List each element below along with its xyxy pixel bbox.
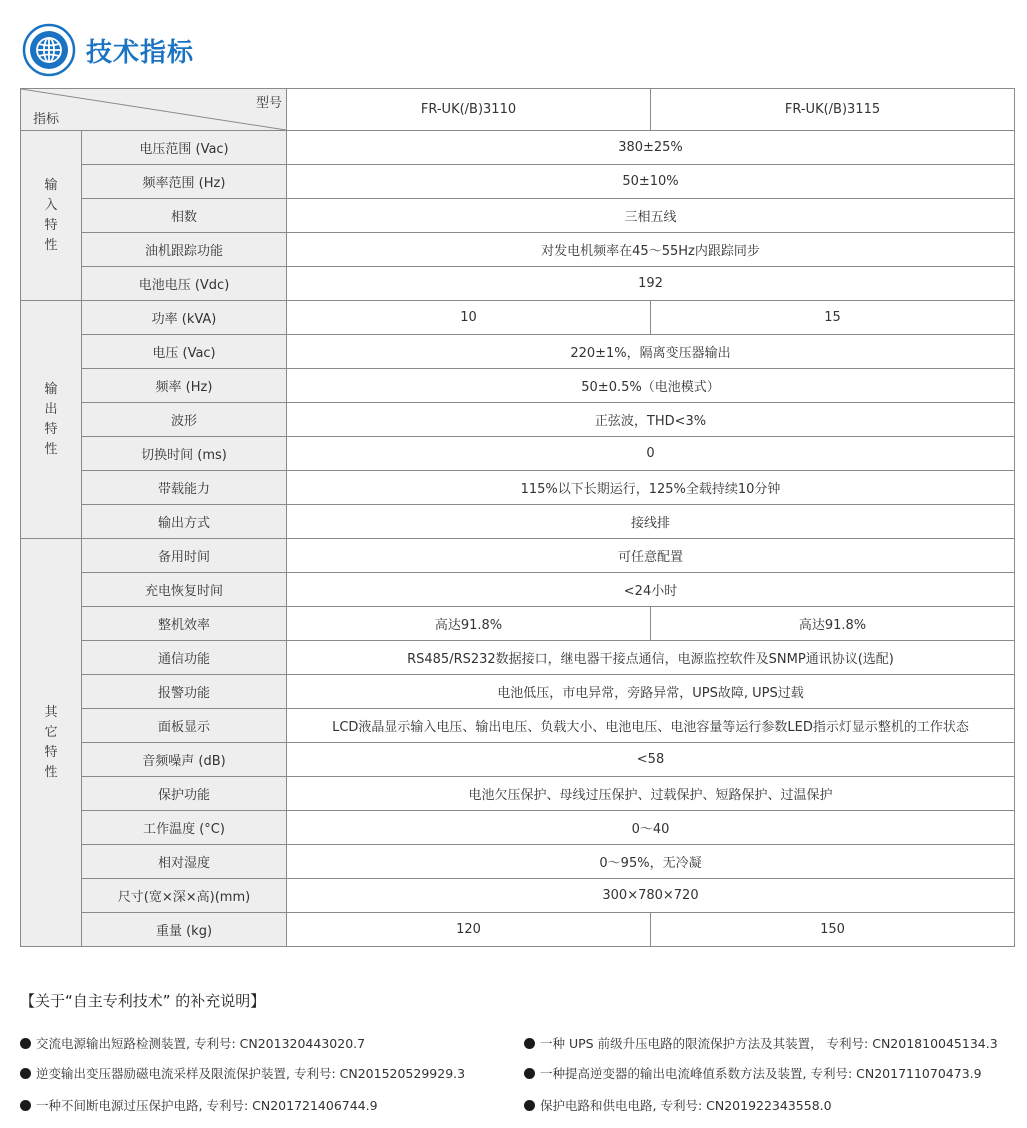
- row-label: 相数: [82, 199, 287, 233]
- row-label: 电压范围 (Vac): [82, 131, 287, 165]
- model-header-2: FR-UK(/B)3115: [651, 89, 1015, 131]
- row-label: 波形: [82, 403, 287, 437]
- row-value: 可任意配置: [287, 539, 1015, 573]
- section-header: [22, 22, 194, 78]
- model-header-1: FR-UK(/B)3110: [287, 89, 651, 131]
- row-value: 接线排: [287, 505, 1015, 539]
- row-value: 192: [287, 267, 1015, 301]
- row-value: 220±1%，隔离变压器输出: [287, 335, 1015, 369]
- row-value: 正弦波，THD<3%: [287, 403, 1015, 437]
- bullet-dot-icon: [524, 1038, 535, 1049]
- row-value-model-1: 10: [287, 301, 651, 335]
- table-row: [21, 131, 1015, 165]
- row-label: 频率 (Hz): [82, 369, 287, 403]
- row-value-model-1: 高达91.8%: [287, 607, 651, 641]
- row-label: 重量 (kg): [82, 913, 287, 947]
- row-label: 电压 (Vac): [82, 335, 287, 369]
- row-label: 充电恢复时间: [82, 573, 287, 607]
- row-value-model-2: 高达91.8%: [651, 607, 1015, 641]
- row-label: 音频噪声 (dB): [82, 743, 287, 777]
- table-row: [21, 913, 1015, 947]
- row-label: 报警功能: [82, 675, 287, 709]
- table-row: [21, 539, 1015, 573]
- table-row: [21, 777, 1015, 811]
- table-row: [21, 879, 1015, 913]
- row-value: 三相五线: [287, 199, 1015, 233]
- table-row: [21, 471, 1015, 505]
- group-label-cell: [21, 301, 82, 539]
- row-label: 功率 (kVA): [82, 301, 287, 335]
- row-label: 尺寸(宽×深×高)(mm): [82, 879, 287, 913]
- row-value: 50±10%: [287, 165, 1015, 199]
- bullet-dot-icon: [20, 1068, 31, 1079]
- bullet-dot-icon: [524, 1100, 535, 1111]
- row-value: 对发电机频率在45～55Hz内跟踪同步: [287, 233, 1015, 267]
- bullet-dot-icon: [524, 1068, 535, 1079]
- patent-item: [20, 1096, 378, 1114]
- row-label: 工作温度 (°C): [82, 811, 287, 845]
- patent-text: 一种不间断电源过压保护电路, 专利号: CN201721406744.9: [36, 1098, 378, 1113]
- row-value: <58: [287, 743, 1015, 777]
- row-value-model-1: 120: [287, 913, 651, 947]
- globe-icon: [22, 23, 76, 77]
- table-row: [21, 335, 1015, 369]
- table-row: [21, 403, 1015, 437]
- table-row: [21, 267, 1015, 301]
- row-label: 整机效率: [82, 607, 287, 641]
- table-row: [21, 233, 1015, 267]
- bullet-dot-icon: [20, 1038, 31, 1049]
- row-label: 通信功能: [82, 641, 287, 675]
- row-value: RS485/RS232数据接口，继电器干接点通信，电源监控软件及SNMP通讯协议(选配): [287, 641, 1015, 675]
- patent-text: 保护电路和供电电路, 专利号: CN201922343558.0: [540, 1098, 832, 1113]
- table-row: [21, 369, 1015, 403]
- patent-text: 交流电源输出短路检测装置, 专利号: CN201320443020.7: [36, 1036, 366, 1051]
- row-value: 115%以下长期运行，125%全载持续10分钟: [287, 471, 1015, 505]
- row-value: <24小时: [287, 573, 1015, 607]
- row-value: 0～95%，无冷凝: [287, 845, 1015, 879]
- row-label: 油机跟踪功能: [82, 233, 287, 267]
- group-label-cell: [21, 131, 82, 301]
- patent-text: 一种 UPS 前级升压电路的限流保护方法及其装置， 专利号: CN201810045134.3: [540, 1036, 998, 1051]
- group-label: 其它特性: [44, 704, 58, 780]
- row-value: 0～40: [287, 811, 1015, 845]
- row-label: 切换时间 (ms): [82, 437, 287, 471]
- row-value: 电池低压，市电异常，旁路异常，UPS故障, UPS过载: [287, 675, 1015, 709]
- row-label: 备用时间: [82, 539, 287, 573]
- table-row: [21, 165, 1015, 199]
- table-header-row: [21, 89, 1015, 131]
- patent-item: [524, 1034, 998, 1052]
- supplement-title: 【关于“自主专利技术” 的补充说明】: [20, 992, 266, 1010]
- patent-text: 一种提高逆变器的输出电流峰值系数方法及装置, 专利号: CN201711070473.9: [540, 1066, 982, 1081]
- table-row: [21, 675, 1015, 709]
- header-corner-cell: [21, 89, 287, 131]
- row-label: 相对湿度: [82, 845, 287, 879]
- table-row: [21, 845, 1015, 879]
- patent-item: [20, 1064, 465, 1082]
- patent-text: 逆变输出变压器励磁电流采样及限流保护装置, 专利号: CN201520529929.3: [36, 1066, 466, 1081]
- row-label: 输出方式: [82, 505, 287, 539]
- row-value-model-2: 15: [651, 301, 1015, 335]
- patent-item: [524, 1064, 982, 1082]
- table-row: [21, 505, 1015, 539]
- table-row: [21, 811, 1015, 845]
- spec-table: [20, 88, 1015, 947]
- patent-item: [524, 1096, 832, 1114]
- table-row: [21, 709, 1015, 743]
- table-row: [21, 607, 1015, 641]
- table-row: [21, 301, 1015, 335]
- row-label: 电池电压 (Vdc): [82, 267, 287, 301]
- row-value: 电池欠压保护、母线过压保护、过载保护、短路保护、过温保护: [287, 777, 1015, 811]
- bullet-dot-icon: [20, 1100, 31, 1111]
- section-title: 技术指标: [86, 37, 195, 68]
- patent-item: [20, 1034, 365, 1052]
- row-label: 带载能力: [82, 471, 287, 505]
- row-value: 50±0.5%（电池模式）: [287, 369, 1015, 403]
- row-label: 保护功能: [82, 777, 287, 811]
- row-value: 380±25%: [287, 131, 1015, 165]
- table-row: [21, 437, 1015, 471]
- table-row: [21, 573, 1015, 607]
- table-row: [21, 199, 1015, 233]
- table-row: [21, 641, 1015, 675]
- model-label: 型号: [255, 96, 282, 111]
- group-label: 输出特性: [44, 381, 58, 457]
- row-label: 频率范围 (Hz): [82, 165, 287, 199]
- group-label: 输入特性: [44, 177, 58, 253]
- row-value: 300×780×720: [287, 879, 1015, 913]
- row-label: 面板显示: [82, 709, 287, 743]
- row-value: 0: [287, 437, 1015, 471]
- row-value: LCD液晶显示输入电压、输出电压、负载大小、电池电压、电池容量等运行参数LED指示灯显示整机的工作状态: [287, 709, 1015, 743]
- group-label-cell: [21, 539, 82, 947]
- index-label: 指标: [33, 112, 60, 127]
- row-value-model-2: 150: [651, 913, 1015, 947]
- table-row: [21, 743, 1015, 777]
